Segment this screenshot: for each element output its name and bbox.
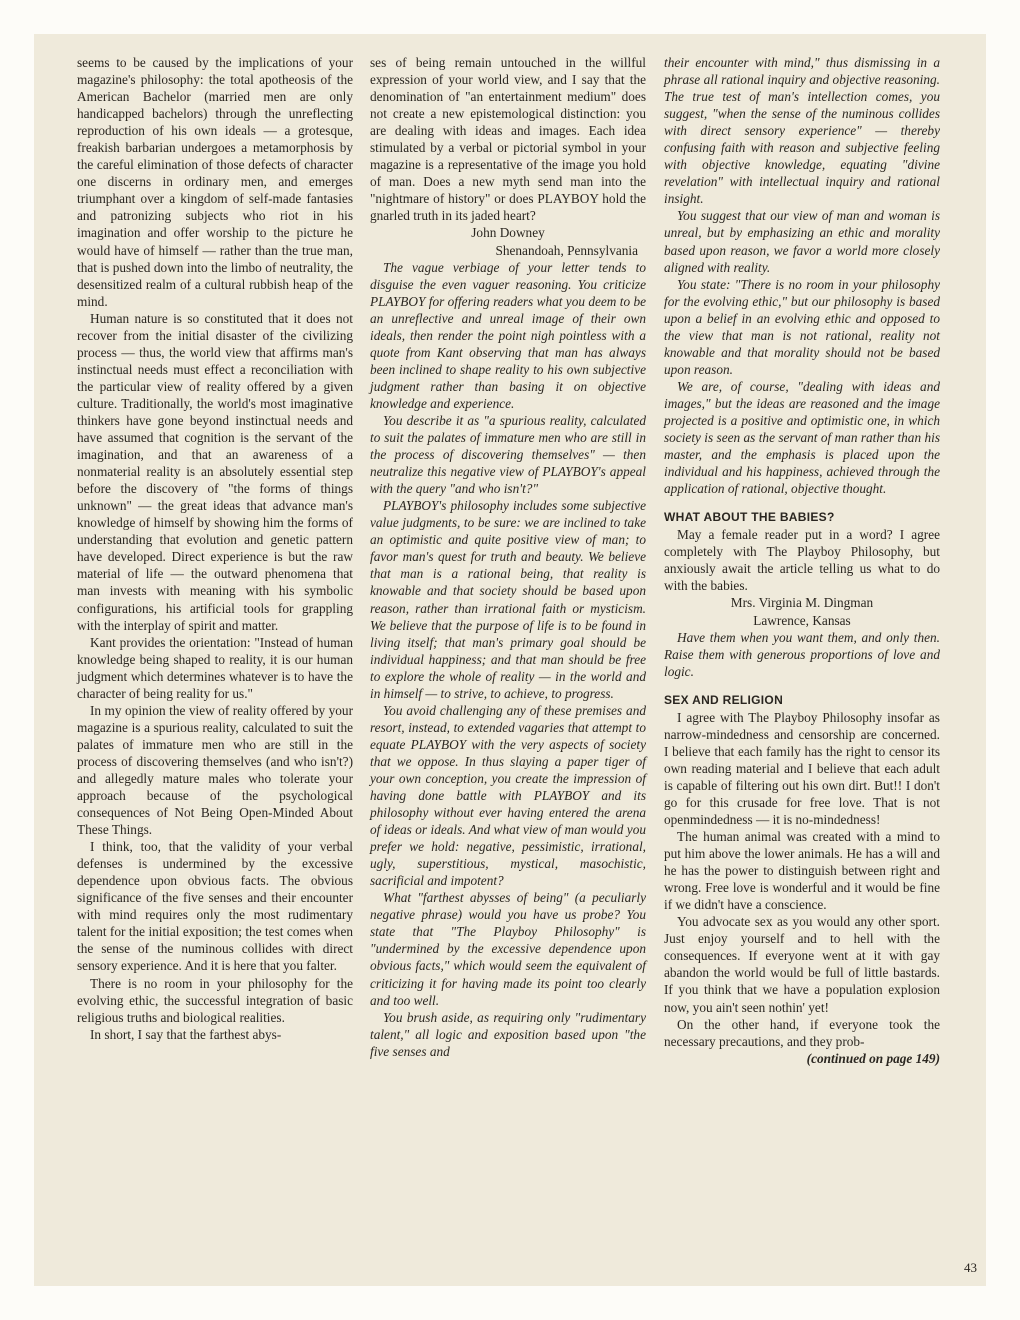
editor-reply: We are, of course, "dealing with ideas and images," but the ideas are reasoned and the image projected is a positive and optimistic one, in which society is seen as the servant of man rather than his master, and the emphasis is placed upon the individual and his happiness, achieved through the application of rational, objective thought. xyxy=(664,378,940,497)
editor-reply: You brush aside, as requiring only "rudimentary talent," all logic and exposition based upon "the five senses and xyxy=(370,1009,646,1059)
text-column-left xyxy=(77,54,353,1043)
paragraph: I agree with The Playboy Philosophy insofar as narrow-mindedness and censorship are concerned. I believe that each family has the right to censor its own reading material and I believe that each adult is capable of filtering out his own dirt. But!! I don't go for this crusade for free love. That is not openmindedness — it is no-mindedness! xyxy=(664,709,940,828)
editor-reply: their encounter with mind," thus dismissing in a phrase all rational inquiry and objective reasoning. The true test of man's intellection comes, you suggest, "when the sense of the numinous collides with direct sensory experience" — thereby confusing faith with reason and subjective feeling with objective knowledge, equating "divine revelation" with intellectual inquiry and rational insight. xyxy=(664,55,940,207)
paragraph: Human nature is so constituted that it does not recover from the initial disaster of the civilizing process — thus, the world view that affirms man's instinctual needs must effect a reconciliation with the particular view of reality offered by a given culture. Traditionally, the world's most imaginative thinkers have gone beyond instinctual needs and have assumed that cognition is the servant of the imagination, and that an awareness of a nonmaterial reality is an absolutely essential step before the discovery of "the forms of things unknown" — the great ideas that advance man's knowledge of himself by showing him the forms of understanding that evolution and genetic pattern have developed. Direct experience is but the raw material of life — the outward phenomena that man invests with meaning with his symbolic configurations, his artificial tools for grappling with the interplay of spirit and matter. xyxy=(77,310,353,633)
editor-reply: What "farthest abysses of being" (a peculiarly negative phrase) would you have us probe? You state that "The Playboy Philosophy" is "undermined by the excessive dependence upon obvious facts," which would seem the equivalent of criticizing it for having made its point too clearly and too well. xyxy=(370,890,646,1008)
text-column-right xyxy=(664,54,940,1067)
text-column-middle xyxy=(370,54,646,1060)
magazine-page xyxy=(34,34,986,1286)
paragraph: There is no room in your philosophy for the evolving ethic, the successful integration of basic religious truths and biological realities. xyxy=(77,975,353,1025)
editor-reply: You state: "There is no room in your philosophy for the evolving ethic," but our philosophy is based upon a belief in an evolving ethic and opposed to the view that man is not rational, reality not knowable and that morality should not be based upon reason. xyxy=(664,276,940,377)
editor-reply: Have them when you want them, and only then. Raise them with generous proportions of love and logic. xyxy=(664,629,940,679)
letter-signature-place: Shenandoah, Pennsylvania xyxy=(495,242,638,258)
paragraph: In my opinion the view of reality offered by your magazine is a spurious reality, calculated to suit the palates of immature men who are still in the process of discovering themselves (and who isn't?) and allegedly mature males who tolerate your approach because of the psychological consequences of Not Being Open-Minded About These Things. xyxy=(77,702,353,838)
editor-reply: You describe it as "a spurious reality, calculated to suit the palates of immature men who are still in the process of discovering themselves" — then neutralize this negative view of PLAYBOY's appeal with the query "and who isn't?" xyxy=(370,412,646,497)
letter-signature-place: Lawrence, Kansas xyxy=(753,612,851,628)
page-number: 43 xyxy=(964,1260,977,1275)
continued-note: (continued on page 149) xyxy=(806,1050,940,1066)
editor-reply: You suggest that our view of man and woman is unreal, but by emphasizing an ethic and morality based upon reason, we favor a world more closely aligned with reality. xyxy=(664,208,940,275)
paragraph: ses of being remain untouched in the willful expression of your world view, and I say that the denomination of "an entertainment medium" does not create a new epistemological distinction: you are dealing with ideas and images. Each idea stimulated by a verbal or pictorial symbol in your magazine is a representative of the image you hold of man. Does a new myth send man into the "nightmare of history" or does PLAYBOY hold the gnarled truth in its jaded heart? xyxy=(370,55,646,224)
paragraph: Kant provides the orientation: "Instead of human knowledge being shaped to reality, it is our human judgment which determines whatever is to have the character of being reality for us." xyxy=(77,634,353,701)
paragraph: seems to be caused by the implications of your magazine's philosophy: the total apotheosis of the American Bachelor (married men are only handicapped bachelors) through the unreflecting reproduction of his own ideals — a grotesque, freakish barbarian undergoes a metamorphosis by the careful elimination of those defects of character one discerns in ordinary men, and emerges triumphant over a kingdom of self-made fantasies and patronizing subjects who riot in his imagination and offer worship to the picture he would have of himself — rather than the true man, that is pushed down into the limbo of neutrality, the desensitized realm of a cultural rubbish heap of the mind. xyxy=(77,55,353,309)
section-heading: WHAT ABOUT THE BABIES? xyxy=(664,510,835,525)
editor-reply: You avoid challenging any of these premises and resort, instead, to extended vagaries that attempt to equate PLAYBOY with the very aspects of society that we oppose. In thus slaying a paper tiger of your own conception, you create the impression of having done battle with PLAYBOY and its philosophy without ever having entered the arena of ideas or ideals. And what view of man would you prefer we hold: negative, pessimistic, irrational, ugly, superstitious, mystical, masochistic, sacrificial and impotent? xyxy=(370,702,646,889)
paragraph: May a female reader put in a word? I agree completely with The Playboy Philosophy, but anxiously await the article telling us what to do with the babies. xyxy=(664,527,940,594)
paragraph: I think, too, that the validity of your verbal defenses is undermined by the excessive dependence upon obvious facts. The obvious significance of the five senses and their encounter with mind requires only the most rudimentary talent for the initial exposition; the test comes when the sense of the numinous collides with direct sensory experience. And it is here that you falter. xyxy=(77,839,353,974)
paragraph: In short, I say that the farthest abys- xyxy=(90,1026,282,1042)
section-heading: SEX AND RELIGION xyxy=(664,692,784,707)
paragraph: On the other hand, if everyone took the necessary precautions, and they prob- xyxy=(664,1016,940,1049)
letter-signature-name: John Downey xyxy=(471,225,545,241)
editor-reply: PLAYBOY's philosophy includes some subjective value judgments, to be sure: we are inclined to take an optimistic and quite positive view of man; to favor man's quest for truth and beauty. We believe that man is a rational being, that reality is knowable and that society should be based upon reason, rather than irrational faith or mysticism. We believe that the purpose of life is to be found in living itself; that man's primary goal should be individual happiness; and that man should be free to explore the whole of reality — in the world and in himself — to strive, to achieve, to progress. xyxy=(370,498,646,701)
letter-signature-name: Mrs. Virginia M. Dingman xyxy=(730,595,874,611)
paragraph: The human animal was created with a mind to put him above the lower animals. He has a will and he has the power to distinguish between right and wrong. Free love is wonderful and it would be fine if we didn't have a conscience. xyxy=(664,829,940,913)
editor-reply: The vague verbiage of your letter tends to disguise the even vaguer reasoning. You criticize PLAYBOY for offering readers what you deem to be an unreflective and unreal image of their own ideals, then render the point nigh pointless with a quote from Kant observing that man has always been inclined to shape reality to his own subjective judgment rather than basing it on objective knowledge and experience. xyxy=(370,259,646,411)
paragraph: You advocate sex as you would any other sport. Just enjoy yourself and to hell with the consequences. If everyone went at it with gay abandon the world would be full of little bastards. If you think that we have a population explosion now, you ain't seen nothin' yet! xyxy=(664,914,940,1015)
